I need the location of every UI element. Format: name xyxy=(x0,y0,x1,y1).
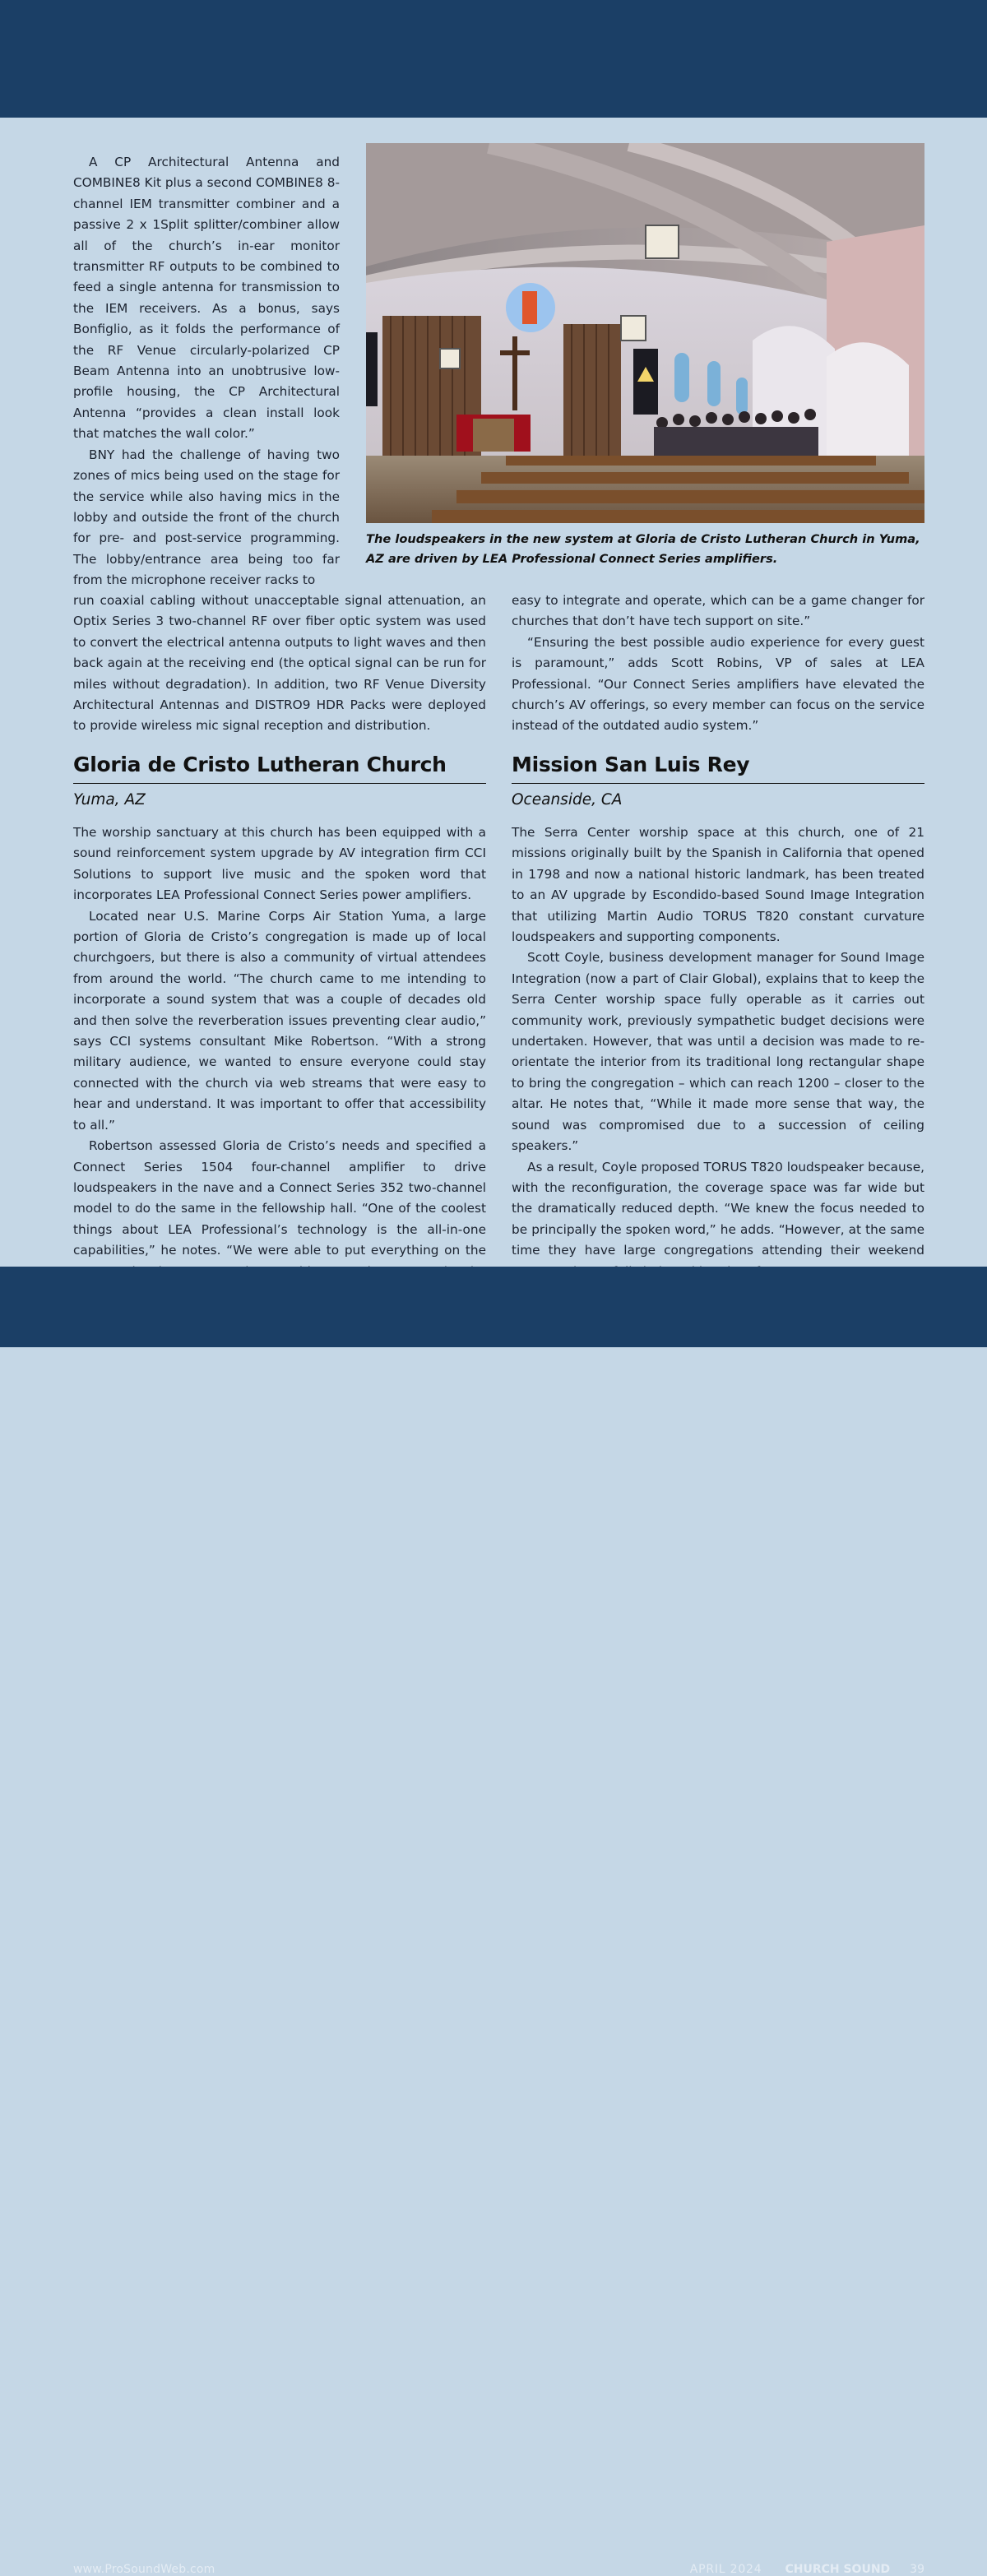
section-paragraph: The Serra Center worship space at this church, one of 21 missions originally built by the Spanish in California that opened in 1798 and now a national historic landmark, has been treated to an AV upgrade by Escondido-based Sound Image Integration that utilizing Martin Audio TORUS T820 constant curvature loudspeakers and supporting components. xyxy=(512,825,924,945)
section-location: Yuma, AZ xyxy=(73,791,146,808)
intro-paragraph: BNY had the challenge of having two zones of mics being used on the stage for the service while also having mics in the lobby and outside the front of the church for pre- and post-service programming. The lobby/entrance area being too far from the microphone receiver racks to xyxy=(73,447,340,588)
continuation-paragraph: easy to integrate and operate, which can be a game changer for churches that don’t have tech support on site.” xyxy=(512,593,924,629)
section-paragraph: Robertson assessed Gloria de Cristo’s needs and specified a Connect Series 1504 four-channel amplifier to drive loudspeakers in the nave and a Connect Series 352 two-channel model to do the same in the fellowship hall. “One of the coolest things about LEA Professional’s technology is the all-in-one capabilities,” he notes. “We were able to put everything on the xyxy=(73,1138,486,1258)
photo-caption: The loudspeakers in the new system at Gloria de Cristo Lutheran Church in Yuma, AZ are driven by LEA Professional Connect Series amplifiers. xyxy=(366,532,920,566)
church-interior-photo xyxy=(366,143,924,523)
section-paragraph: As a result, Coyle proposed TORUS T820 loudspeaker because, with the reconfiguration, the coverage space was far wide but the dramatically reduced depth. “We knew the focus needed to be principally the spoken word,” he adds. “However, at the same time they have large congregations attending their weekend xyxy=(512,1159,924,1258)
continuation-left xyxy=(73,591,486,737)
section-title: Mission San Luis Rey xyxy=(512,752,924,784)
continuation-paragraph: run coaxial cabling without unacceptable signal attenuation, an Optix Series 3 two-channel RF over fiber optic system was used to convert the electrical antenna outputs to light waves and then back again at the receiving end (the optical signal can be run for miles without degradation). In addition, two RF Venue Diversity Architectural Antennas and DISTRO9 HDR Packs were deployed to provide wireless mic signal reception and distribution. xyxy=(73,593,486,734)
section-paragraph: The worship sanctuary at this church has been equipped with a sound reinforcement system upgrade by AV integration firm CCI Solutions to support live music and the spoken word that incorporates LEA Professional Connect Series power amplifiers. xyxy=(73,825,486,903)
header-band xyxy=(0,0,987,118)
footer-info xyxy=(690,2563,924,2576)
section-body xyxy=(73,822,486,1303)
section-paragraph: Scott Coyle, business development manager for Sound Image Integration (now a part of Clair Global), explains that to keep the Serra Center worship space fully operable as it carries out community work, previously sympathetic budget decisions were undertaken. However, that was until a decision was made to re-orientate the interior from its traditional long rectangular shape to bring the congregation – which can reach 1200 – closer to the altar. He notes that, “While it made more sense that way, the sound was compromised due to a succession of ceiling speakers.” xyxy=(512,950,924,1154)
footer-url-link[interactable]: www.ProSoundWeb.com xyxy=(73,2563,215,2576)
section-body xyxy=(512,822,924,1282)
section-location: Oceanside, CA xyxy=(512,791,623,808)
section-gloria-de-cristo xyxy=(73,752,486,1303)
section-paragraph: Located near U.S. Marine Corps Air Station Yuma, a large portion of Gloria de Cristo’s congregation is made up of local churchgoers, but there is also a community of virtual attendees from around the world. “The church came to me intending to incorporate a sound system that was a couple of decades old and then solve the reverberation issues preventing clear audio,” says CCI systems consultant Mike Robertson. “With a strong military audience, we wanted to ensure everyone could stay connected with the church via web streams that were easy to hear and understand. It was important to offer that accessibility to all.” xyxy=(73,908,486,1133)
continuation-paragraph: “Ensuring the best possible audio experience for every guest is paramount,” adds Scott Robins, VP of sales at LEA Professional. “Our Connect Series amplifiers have elevated the church’s AV offerings, so every member can focus on the service instead of the outdated audio system.” xyxy=(512,634,924,734)
footer-band xyxy=(0,1267,987,2576)
intro-paragraph: A CP Architectural Antenna and COMBINE8 Kit plus a second COMBINE8 8-channel IEM transmitter combiner and a passive 2 x 1Split splitter/combiner allow all of the church’s in-ear monitor transmitter RF outputs to be combined to feed a single antenna for transmission to the IEM receivers. As a bonus, says Bonfiglio, as it folds the performance of the RF Venue circularly-polarized CP Beam Antenna into an unobtrusive low-profile housing, the CP Architectural Antenna “provides a clean install look that matches the wall color.” xyxy=(73,155,340,442)
footer-date: APRIL 2024 xyxy=(689,2563,762,2576)
intro-column xyxy=(73,152,340,591)
section-title: Gloria de Cristo Lutheran Church xyxy=(73,752,486,784)
footer-magazine-name: CHURCH SOUND xyxy=(785,2563,891,2576)
section-mission-san-luis-rey xyxy=(512,752,924,1282)
footer-page-number: 39 xyxy=(910,2563,924,2576)
continuation-right xyxy=(512,591,924,737)
